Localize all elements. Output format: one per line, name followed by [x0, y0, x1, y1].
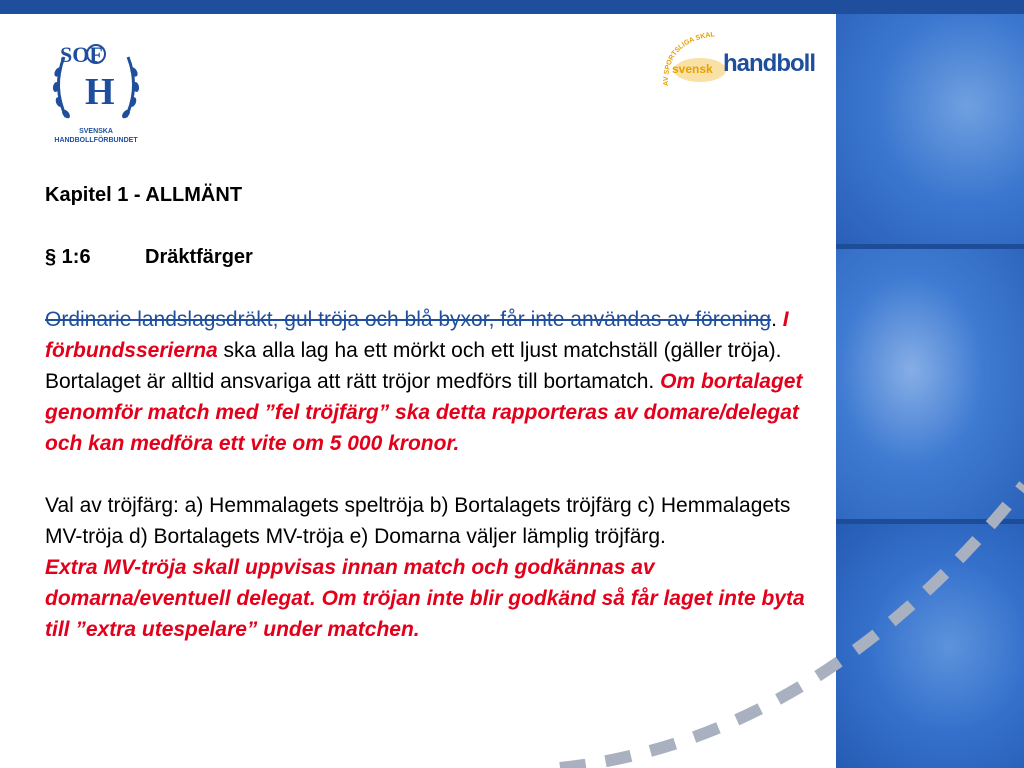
section-number: § 1:6 [45, 246, 91, 268]
sof-h: H [85, 71, 115, 113]
top-bar [0, 0, 1024, 14]
sof-logo [44, 32, 148, 148]
emphasis-paragraph: Extra MV-tröja skall uppvisas innan match och godkännas av domarna/eventuell delegat. Om tröjan inte blir godkänd så får laget inte byta till ”extra utespelare” under matchen. [45, 556, 805, 641]
chapter-heading: Kapitel 1 - ALLMÄNT [45, 184, 243, 206]
svg-text:SVENSKA: SVENSKA [79, 128, 113, 135]
player-photo [836, 249, 1024, 519]
brand-handboll: handboll [723, 50, 815, 77]
text-run: . [771, 308, 783, 331]
paragraph [45, 304, 825, 459]
struck-text: Ordinarie landslagsdräkt, gul tröja och blå byxor, får inte användas av förening [45, 308, 772, 331]
paragraph: Val av tröjfärg: a) Hemmalagets speltröja b) Bortalagets tröjfärg c) Hemmalagets MV-tröja d) Bortalagets MV-tröja e) Domarna väljer lämplig tröjfärg. [45, 494, 791, 548]
player-photo [836, 524, 1024, 768]
player-photo [836, 14, 1024, 244]
emphasis-text: I förbundsserierna [45, 308, 789, 362]
emphasis-text: Om bortalaget genomför match med ”fel tröjfärg” ska detta rapporteras av domare/delegat och kan medföra ett vite om 5 000 kronor. [45, 370, 803, 455]
sof-initials: SOF [60, 42, 103, 67]
svg-text:HANDBOLLFÖRBUNDET: HANDBOLLFÖRBUNDET [54, 137, 138, 144]
sidebar-photo-panel [836, 14, 1024, 768]
svensk-handboll-logo [660, 32, 816, 88]
brand-svensk: svensk [672, 62, 713, 76]
section-title: Dräktfärger [145, 246, 253, 268]
brand-arc-text: AV SPORTSLIGA SKÄL [662, 32, 716, 86]
text-run: ska alla lag ha ett mörkt och ett ljust matchställ (gäller tröja). Bortalaget är alltid ansvariga att rätt tröjor medförs till bortamatch. [45, 339, 782, 393]
document-body [45, 180, 825, 645]
section-heading [45, 242, 825, 273]
